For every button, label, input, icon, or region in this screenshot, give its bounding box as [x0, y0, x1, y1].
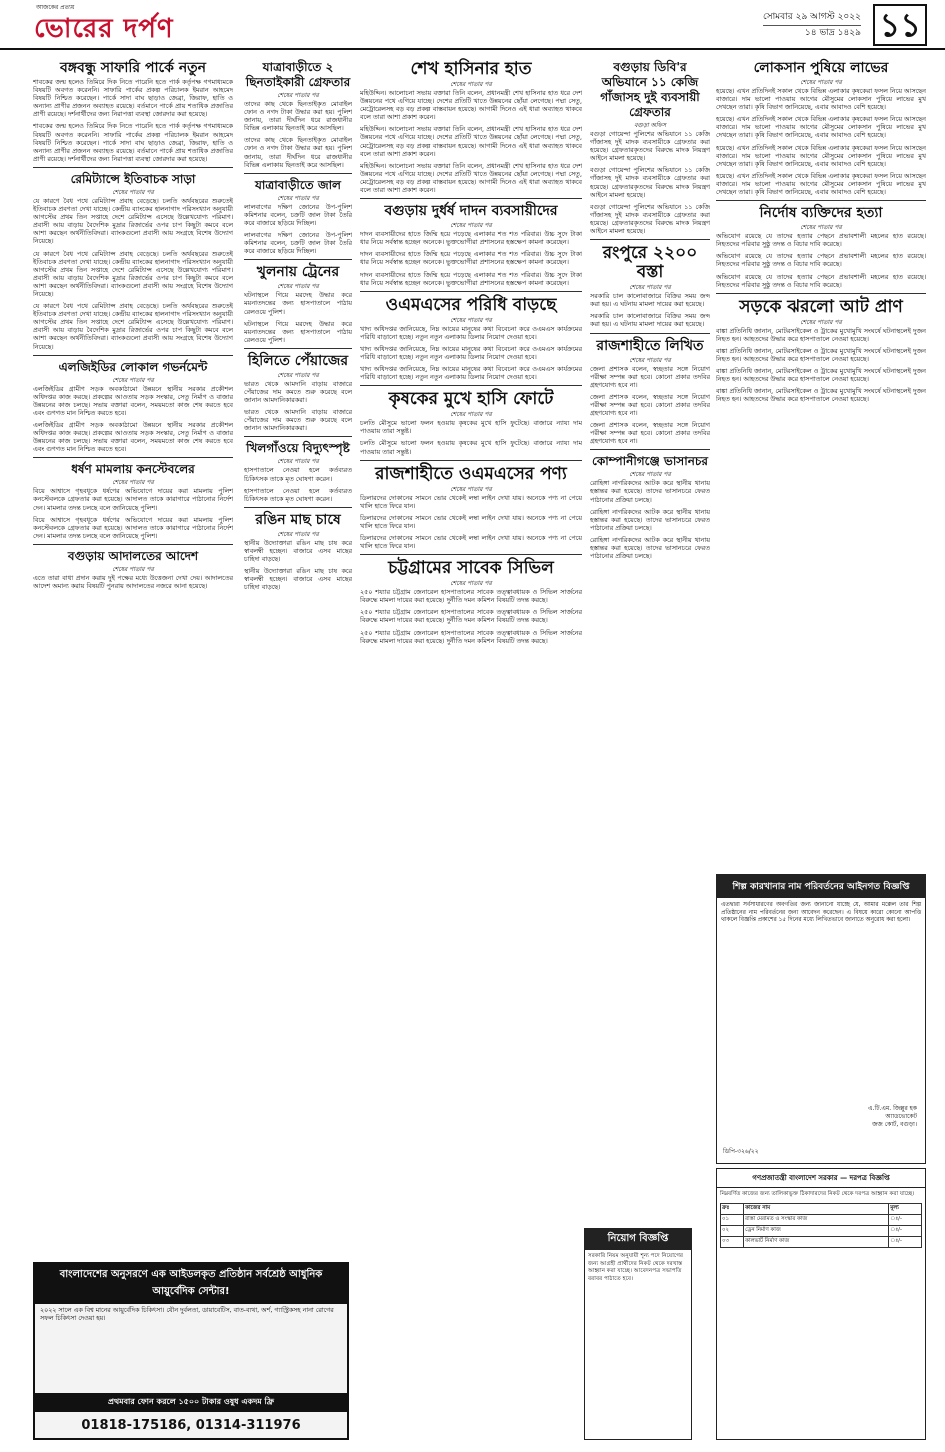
health-ad-phone[interactable]: 01818-175186, 01314-311976	[81, 1418, 301, 1433]
divider	[360, 460, 582, 461]
continuation-note: শেষের পাতার পর	[800, 79, 842, 86]
headline-khilgaon[interactable]: খিলগাঁওয়ে বিদ্যুৎস্পৃষ্ট	[246, 441, 350, 456]
divider	[716, 200, 926, 201]
continuation-note: শেষের পাতার পর	[450, 81, 492, 88]
tender-cell: ০৩	[721, 1237, 744, 1248]
article-body: এলজিইডির গ্রামীণ সড়ক অবকাঠামো উন্নয়নে স্থানীয় সরকার প্রকৌশল অধিদপ্তর কাজ করছে। প্রকল্পের আওতায় সড়ক সংস্কার, সেতু নির্মাণ ও বাজার উন্নয়নের কাজ চলছে। সভায় বক্তারা বলেন, সময়মতো কাজ শেষ করতে হবে এবং গুণগত মান নিশ্চিত করতে হবে।	[33, 421, 233, 454]
article-body: ডিলারদের দোকানের সামনে ভোর থেকেই লম্বা লাইন দেখা যায়। অনেকে পণ্য না পেয়ে খালি হাতে ফিরে যান।	[360, 534, 582, 551]
headline-rangpur-sacks[interactable]: রংপুরে ২২০০ বস্তা	[602, 243, 698, 283]
headline-bogura-db-raid[interactable]: বগুড়ায় ডিবি'র অভিযানে ১১ কেজি গাঁজাসহ দুই ব্যবসায়ী গ্রেফতার	[600, 60, 700, 119]
byline: বগুড়া অফিস	[634, 122, 666, 129]
continuation-note: শেষের পাতার পর	[277, 458, 319, 466]
divider	[33, 544, 233, 545]
continuation-note: শেষের পাতার পর	[629, 471, 671, 479]
health-ad-body: ২০২২ সালে এক বিশ্ব মানের আয়ুর্বেদিক চিকিৎসা। যৌন দুর্বলতা, ডায়াবেটিস, বাত-ব্যথা, অর্শ, গ্যাস্ট্রিকসহ নানা রোগের সফল চিকিৎসা দেওয়া হয়।	[40, 1307, 334, 1322]
name-change-notice[interactable]	[716, 874, 926, 1164]
article-body: জেলা প্রশাসক বলেন, স্বচ্ছতার সঙ্গে নিয়োগ পরীক্ষা সম্পন্ন করা হবে। কোনো প্রকার তদবির গ্রহণযোগ্য হবে না।	[590, 364, 710, 389]
divider	[360, 291, 582, 292]
headline-road-accident[interactable]: সড়কে ঝরলো আট প্রাণ	[739, 296, 903, 317]
continuation-note: শেষের পাতার পর	[277, 194, 319, 202]
headline-hili-onion[interactable]: হিলিতে পেঁয়াজের	[247, 352, 349, 369]
headline-rajshahi-oms[interactable]: রাজশাহীতে ওএমএসের পণ্য	[375, 463, 567, 484]
headline-bogura-court[interactable]: বগুড়ায় আদালতের আদেশ	[67, 548, 199, 563]
continuation-note: শেষের পাতার পর	[450, 316, 492, 324]
masthead	[0, 0, 945, 50]
tender-table	[720, 1203, 922, 1248]
divider	[590, 333, 710, 334]
article-body: দাদন ব্যবসায়ীদের হাতে জিম্মি হয়ে পড়েছে এলাকার শত শত পরিবার। উচ্চ সুদে টাকা ধার নিয়ে সর্বস্বান্ত হচ্ছেন অনেকে। ভুক্তভোগীরা প্রশাসনের হস্তক্ষেপ কামনা করেছেন।	[360, 250, 582, 267]
continuation-note: শেষের পাতার পর	[450, 411, 492, 419]
article-body: স্থানীয় উদ্যোক্তারা রঙিন মাছ চাষ করে স্বাবলম্বী হচ্ছেন। বাজারে এসব মাছের চাহিদা বাড়ছে।	[244, 567, 352, 592]
article-body: যে কারণে বৈধ পথে রেমিট্যান্স প্রবাহ বেড়েছে। চলতি অর্থবছরের শুরুতেই ইতিবাচক প্রবণতা দেখা যাচ্ছে। কেন্দ্রীয় ব্যাংকের হালনাগাদ পরিসংখ্যান অনুযায়ী আগস্টের প্রথম তিন সপ্তাহে দেশে রেমিট্যান্স এসেছে উল্লেখযোগ্য পরিমাণ। প্রবাসী আয় বাড়ায় বৈদেশিক মুদ্রার রিজার্ভের ওপর চাপ কিছুটা কমবে বলে আশা করছেন অর্থনীতিবিদরা। ব্যাংকগুলো প্রবাসী আয় সংগ্রহে বিশেষ উদ্যোগ নিয়েছে।	[33, 249, 233, 298]
newspaper-logo[interactable]: ভোরের দর্পণ	[34, 14, 174, 44]
divider	[244, 436, 352, 437]
article-body: বগুড়া গোয়েন্দা পুলিশের অভিযানে ১১ কেজি গাঁজাসহ দুই মাদক ব্যবসায়ীকে গ্রেফতার করা হয়েছে। গ্রেফতারকৃতদের বিরুদ্ধে মাদক নিয়ন্ত্রণ আইনে মামলা হয়েছে।	[590, 202, 710, 236]
article-body: খাদ্য অধিদপ্তর জানিয়েছে, নিম্ন আয়ের মানুষের কথা বিবেচনা করে ওএমএস কার্যক্রমের পরিধি বাড়ানো হচ্ছে। নতুন নতুন এলাকায় ডিলার নিয়োগ দেওয়া হবে।	[360, 365, 582, 382]
article-body: মহিউদ্দিন। আলোচনা সভায় বক্তারা তিনি বলেন, প্রধানমন্ত্রী শেখ হাসিনার হাত ধরে দেশ উন্নয়নের পথে এগিয়ে যাচ্ছে। দেশের প্রতিটি খাতে উন্নয়নের ছোঁয়া লেগেছে। পদ্মা সেতু, মেট্রোরেলসহ বড় বড় প্রকল্প বাস্তবায়ন হয়েছে। আগামী দিনেও এই ধারা অব্যাহত থাকবে বলে তারা আশা প্রকাশ করেন।	[360, 89, 582, 122]
continuation-note: শেষের পাতার পর	[629, 284, 671, 292]
article-body: এতে তারা বাধা প্রদান করায় দুই পক্ষের মধ্যে উত্তেজনা দেখা দেয়। আদালতের আদেশ অমান্য করায় বিষয়টি পুনরায় আদালতের নজরে আনা হয়েছে।	[33, 573, 233, 591]
article-body: জেলা প্রশাসক বলেন, স্বচ্ছতার সঙ্গে নিয়োগ পরীক্ষা সম্পন্ন করা হবে। কোনো প্রকার তদবির গ্রহণযোগ্য হবে না।	[590, 421, 710, 446]
article-body: হয়েছে। এখন প্রতিদিনই সকাল থেকে বিভিন্ন এলাকার কৃষকেরা ফসল নিয়ে আসছেন বাজারে। দাম ভালো পাওয়ায় আগের মৌসুমের লোকসান পুষিয়ে লাভের মুখ দেখছেন তারা। কৃষি বিভাগ জানিয়েছে, এবার আবাদও বেশি হয়েছে।	[716, 143, 926, 168]
continuation-note: শেষের পাতার পর	[450, 222, 492, 230]
article-body: ঘটনাস্থলে গিয়ে মরদেহ উদ্ধার করে ময়নাতদন্তের জন্য হাসপাতালে পাঠায় রেলওয়ে পুলিশ।	[244, 319, 352, 344]
tender-header: ক্রঃ	[721, 1204, 744, 1215]
article-body: বাঙ্কা প্রতিনিধি জানান, মোটরসাইকেল ও ট্রাকের মুখোমুখি সংঘর্ষে ঘটনাস্থলেই দুজন নিহত হন। আহতদের উদ্ধার করে হাসপাতালে নেওয়া হয়েছে।	[716, 326, 926, 343]
continuation-note: শেষের পাতার পর	[450, 580, 492, 588]
tender-title: গণপ্রজাতন্ত্রী বাংলাদেশ সরকার — দরপত্র বিজ্ঞপ্তি	[717, 1169, 925, 1188]
article-body: লালবাগের দক্ষিণ জোনের উপ-পুলিশ কমিশনার বলেন, চক্রটি জাল টাকা তৈরি করে বাজারে ছড়িয়ে দিচ্ছিল।	[244, 202, 352, 227]
article-body: অভিযোগ রয়েছে যে তাদের হত্যার পেছনে প্রভাবশালী মহলের হাত রয়েছে। নিহতদের পরিবার সুষ্ঠু তদন্ত ও বিচার দাবি করেছে।	[716, 252, 926, 269]
headline-oms-scope[interactable]: ওএমএসের পরিধি বাড়ছে	[385, 294, 557, 315]
headline-lged[interactable]: এলজিইডির লোকাল গভর্নমেন্ট	[58, 359, 208, 374]
divider	[360, 385, 582, 386]
continuation-note: শেষের পাতার পর	[112, 479, 154, 487]
article-body: খাদ্য অধিদপ্তর জানিয়েছে, নিম্ন আয়ের মানুষের কথা বিবেচনা করে ওএমএস কার্যক্রমের পরিধি বাড়ানো হচ্ছে। নতুন নতুন এলাকায় ডিলার নিয়োগ দেওয়া হবে।	[360, 344, 582, 361]
article-body: বগুড়া গোয়েন্দা পুলিশের অভিযানে ১১ কেজি গাঁজাসহ দুই মাদক ব্যবসায়ীকে গ্রেফতার করা হয়েছে। গ্রেফতারকৃতদের বিরুদ্ধে মাদক নিয়ন্ত্রণ আইনে মামলা হয়েছে।	[590, 130, 710, 163]
article-body: দাদন ব্যবসায়ীদের হাতে জিম্মি হয়ে পড়েছে এলাকার শত শত পরিবার। উচ্চ সুদে টাকা ধার নিয়ে সর্বস্বান্ত হচ্ছেন অনেকে। ভুক্তভোগীরা প্রশাসনের হস্তক্ষেপ কামনা করেছেন।	[360, 230, 582, 247]
tender-cell: ঃ/-	[889, 1215, 922, 1226]
continuation-note: শেষের পাতার পর	[112, 188, 154, 196]
article-body: বাঙ্কা প্রতিনিধি জানান, মোটরসাইকেল ও ট্রাকের মুখোমুখি সংঘর্ষে ঘটনাস্থলেই দুজন নিহত হন। আহতদের উদ্ধার করে হাসপাতালে নেওয়া হয়েছে।	[716, 367, 926, 384]
tender-cell: ড্রেন নির্মাণ কাজ	[744, 1226, 889, 1237]
article-body: বাঙ্কা প্রতিনিধি জানান, মোটরসাইকেল ও ট্রাকের মুখোমুখি সংঘর্ষে ঘটনাস্থলেই দুজন নিহত হন। আহতদের উদ্ধার করে হাসপাতালে নেওয়া হয়েছে।	[716, 346, 926, 363]
tender-header: কাজের নাম	[744, 1204, 889, 1215]
job-notice[interactable]	[584, 1228, 692, 1440]
tender-cell: কালভার্ট নির্মাণ কাজ	[744, 1237, 889, 1248]
continuation-note: শেষের পাতার পর	[800, 224, 842, 232]
divider	[590, 449, 710, 450]
column-4	[590, 56, 710, 1221]
headline-companiganj[interactable]: কোম্পানীগঞ্জে ভাসানচর	[592, 454, 708, 469]
divider	[33, 167, 233, 168]
article-body: যে কারণে বৈধ পথে রেমিট্যান্স প্রবাহ বেড়েছে। চলতি অর্থবছরের শুরুতেই ইতিবাচক প্রবণতা দেখা যাচ্ছে। কেন্দ্রীয় ব্যাংকের হালনাগাদ পরিসংখ্যান অনুযায়ী আগস্টের প্রথম তিন সপ্তাহে দেশে রেমিট্যান্স এসেছে উল্লেখযোগ্য পরিমাণ। প্রবাসী আয় বাড়ায় বৈদেশিক মুদ্রার রিজার্ভের ওপর চাপ কিছুটা কমবে বলে আশা করছেন অর্থনীতিবিদরা। ব্যাংকগুলো প্রবাসী আয় সংগ্রহে বিশেষ উদ্যোগ নিয়েছে।	[33, 196, 233, 246]
article-body: ২৫০ শয্যার চট্টগ্রাম জেনারেল হাসপাতালের সাবেক তত্ত্বাবধায়ক ও সিভিল সার্জনের বিরুদ্ধে মামলা দায়ের করা হয়েছে। দুর্নীতি দমন কমিশন বিষয়টি তদন্ত করছে।	[360, 628, 582, 645]
article-body: হয়েছে। এখন প্রতিদিনই সকাল থেকে বিভিন্ন এলাকার কৃষকেরা ফসল নিয়ে আসছেন বাজারে। দাম ভালো পাওয়ায় আগের মৌসুমের লোকসান পুষিয়ে লাভের মুখ দেখছেন তারা। কৃষি বিভাগ জানিয়েছে, এবার আবাদও বেশি হয়েছে।	[716, 171, 926, 197]
article-body: ভারত থেকে আমদানি বাড়ায় বাজারে পেঁয়াজের দাম কমতে শুরু করেছে বলে জানান আমদানিকারকরা।	[244, 379, 352, 405]
tender-notice[interactable]	[716, 1168, 926, 1440]
notice-reference: ডিপি-৩২৬/২২	[723, 1148, 759, 1155]
article-body: ২৫০ শয্যার চট্টগ্রাম জেনারেল হাসপাতালের সাবেক তত্ত্বাবধায়ক ও সিভিল সার্জনের বিরুদ্ধে মামলা দায়ের করা হয়েছে। দুর্নীতি দমন কমিশন বিষয়টি তদন্ত করছে।	[360, 588, 582, 605]
article-body: সরকারি চাল কালোবাজারে বিক্রির সময় জব্দ করা হয়। এ ঘটনায় মামলা দায়ের করা হয়েছে।	[590, 312, 710, 329]
divider	[33, 355, 233, 356]
health-ad-title: বাংলাদেশের অনুসরণে এক আইডলকৃত প্রতিষ্ঠান সর্বশ্রেষ্ঠ আধুনিক আয়ুর্বেদিক সেন্টার!	[35, 1264, 347, 1304]
continuation-note: শেষের পাতার পর	[277, 92, 319, 99]
tender-body: নিম্নবর্ণিত কাজের জন্য তালিকাভুক্ত ঠিকাদারদের নিকট থেকে দরপত্র আহ্বান করা যাচ্ছে।	[720, 1191, 915, 1197]
article-body: ভারত থেকে আমদানি বাড়ায় বাজারে পেঁয়াজের দাম কমতে শুরু করেছে বলে জানান আমদানিকারকরা।	[244, 408, 352, 433]
continuation-note: শেষের পাতার পর	[277, 371, 319, 379]
article-body: হয়েছে। এখন প্রতিদিনই সকাল থেকে বিভিন্ন এলাকার কৃষকেরা ফসল নিয়ে আসছেন বাজারে। দাম ভালো পাওয়ায় আগের মৌসুমের লোকসান পুষিয়ে লাভের মুখ দেখছেন তারা। কৃষি বিভাগ জানিয়েছে, এবার আবাদও বেশি হয়েছে।	[716, 115, 926, 140]
table-row	[721, 1226, 922, 1237]
article-body: স্থানীয় উদ্যোক্তারা রঙিন মাছ চাষ করে স্বাবলম্বী হচ্ছেন। বাজারে এসব মাছের চাহিদা বাড়ছে।	[244, 538, 352, 563]
headline-rajshahi-written[interactable]: রাজশাহীতে লিখিত	[596, 337, 704, 354]
headline-loss-profit[interactable]: লোকসান পুষিয়ে লাভের	[753, 60, 889, 76]
article-body: চলতি মৌসুমে ভালো ফলন হওয়ায় কৃষকের মুখে হাসি ফুটেছে। বাজারে ন্যায্য দাম পাওয়ায় তারা সন্তুষ্ট।	[360, 439, 582, 456]
continuation-note: শেষের পাতার পর	[277, 530, 319, 538]
name-change-body: এতদ্বারা সর্বসাধারণের অবগতির জন্য জানানো যাচ্ছে যে, আমার মক্কেল তার শিল্প প্রতিষ্ঠানের নাম পরিবর্তনের জন্য আবেদন করেছেন। এ বিষয়ে কারো কোনো আপত্তি থাকলে বিজ্ঞপ্তি প্রকাশের ১৫ দিনের মধ্যে লিখিতভাবে জানাতে অনুরোধ করা হলো।	[721, 902, 921, 924]
column-3	[360, 56, 582, 1440]
headline-jatrabari-arrest[interactable]: যাত্রাবাড়ীতে ২ ছিনতাইকারী গ্রেফতার	[245, 60, 351, 89]
article-body: বগুড়া গোয়েন্দা পুলিশের অভিযানে ১১ কেজি গাঁজাসহ দুই মাদক ব্যবসায়ীকে গ্রেফতার করা হয়েছে। গ্রেফতারকৃতদের বিরুদ্ধে মাদক নিয়ন্ত্রণ আইনে মামলা হয়েছে।	[590, 166, 710, 199]
headline-sheikh-hasina[interactable]: শেখ হাসিনার হাত	[410, 59, 532, 79]
divider	[360, 554, 582, 555]
article-body: শাবকের জন্ম হলেও তিমিরে দিক নিতে পারেনি হতে পার্ক কর্তৃপক্ষ গণমাধ্যমকে বিষয়টি অবগত করেননি। সাফারি পার্কের প্রকল্প পরিচালক ইমরান আহমেদ বিষয়টি নিশ্চিত করেছেন। পার্কে সাদা বাঘ ছাড়াও জেব্রা, জিরাফ, হাতি ও অন্যান্য প্রাণীর প্রজনন অব্যাহত রয়েছে। বর্তমানে পার্কে প্রায় শতাধিক প্রজাতির প্রাণী রয়েছে। দর্শনার্থীদের জন্য নিরাপত্তা ব্যবস্থা জোরদার করা হয়েছে।	[33, 122, 233, 163]
article-body: ডিলারদের দোকানের সামনে ভোর থেকেই লম্বা লাইন দেখা যায়। অনেকে পণ্য না পেয়ে খালি হাতে ফিরে যান।	[360, 493, 582, 510]
health-ad-offer: প্রথমবার ফোন করলে ১৫০০ টাকার ওষুধ একদম ফ্রি	[35, 1393, 347, 1412]
article-body: রোহিঙ্গা নাগরিকদের আটক করে স্থানীয় থানায় হস্তান্তর করা হয়েছে। তাদের ভাসানচরে ফেরত পাঠানোর প্রক্রিয়া চলছে।	[590, 535, 710, 561]
article-body: মহিউদ্দিন। আলোচনা সভায় বক্তারা তিনি বলেন, প্রধানমন্ত্রী শেখ হাসিনার হাত ধরে দেশ উন্নয়নের পথে এগিয়ে যাচ্ছে। দেশের প্রতিটি খাতে উন্নয়নের ছোঁয়া লেগেছে। পদ্মা সেতু, মেট্রোরেলসহ বড় বড় প্রকল্প বাস্তবায়ন হয়েছে। আগামী দিনেও এই ধারা অব্যাহত থাকবে বলে তারা আশা প্রকাশ করেন।	[360, 125, 582, 158]
divider	[244, 173, 352, 174]
article-body: বিয়ে আশ্বাসে গৃহবধূকে ধর্ষণের অভিযোগে দায়ের করা মামলায় পুলিশ কনস্টেবলকে গ্রেফতার করা হয়েছে। আদালত তাকে কারাগারে পাঠানোর নির্দেশ দেন। মামলার তদন্ত চলছে বলে জানিয়েছে পুলিশ।	[33, 487, 233, 512]
article-body: অভিযোগ রয়েছে যে তাদের হত্যার পেছনে প্রভাবশালী মহলের হাত রয়েছে। নিহতদের পরিবার সুষ্ঠু তদন্ত ও বিচার দাবি করেছে।	[716, 272, 926, 289]
column-5	[716, 56, 926, 866]
continuation-note: শেষের পাতার পর	[112, 565, 154, 573]
article-body: ২৫০ শয্যার চট্টগ্রাম জেনারেল হাসপাতালের সাবেক তত্ত্বাবধায়ক ও সিভিল সার্জনের বিরুদ্ধে মামলা দায়ের করা হয়েছে। দুর্নীতি দমন কমিশন বিষয়টি তদন্ত করছে।	[360, 608, 582, 625]
continuation-note: শেষের পাতার পর	[629, 356, 671, 364]
tender-cell: ০১	[721, 1215, 744, 1226]
date-box	[763, 10, 861, 41]
article-body: হাসপাতালে নেওয়া হলে কর্তব্যরত চিকিৎসক তাকে মৃত ঘোষণা করেন।	[244, 486, 352, 503]
english-date: সোমবার ২৯ আগস্ট ২০২২	[763, 10, 861, 26]
article-body: মহিউদ্দিন। আলোচনা সভায় বক্তারা তিনি বলেন, প্রধানমন্ত্রী শেখ হাসিনার হাত ধরে দেশ উন্নয়নের পথে এগিয়ে যাচ্ছে। দেশের প্রতিটি খাতে উন্নয়নের ছোঁয়া লেগেছে। পদ্মা সেতু, মেট্রোরেলসহ বড় বড় প্রকল্প বাস্তবায়ন হয়েছে। আগামী দিনেও এই ধারা অব্যাহত থাকবে বলে তারা আশা প্রকাশ করেন।	[360, 161, 582, 195]
masthead-tagline: আজকের প্রত্যয়	[36, 4, 75, 11]
continuation-note: শেষের পাতার পর	[800, 318, 842, 326]
advocate-signature: এ.টি.এম. জিল্লুর হক অ্যাডভোকেট জজ কোর্ট, বগুড়া।	[868, 1105, 917, 1128]
headline-constable[interactable]: ধর্ষণ মামলায় কনস্টেবলের	[71, 462, 195, 477]
column-2	[244, 56, 352, 1256]
headline-colored-fish[interactable]: রঙিন মাছ চাষে	[255, 511, 341, 528]
headline-safari-park[interactable]: বঙ্গবন্ধু সাফারি পার্কে নতুন	[59, 60, 207, 76]
article-body: খাদ্য অধিদপ্তর জানিয়েছে, নিম্ন আয়ের মানুষের কথা বিবেচনা করে ওএমএস কার্যক্রমের পরিধি বাড়ানো হচ্ছে। নতুন নতুন এলাকায় ডিলার নিয়োগ দেওয়া হবে।	[360, 324, 582, 341]
tender-cell: ঃ/-	[889, 1237, 922, 1248]
bangla-date: ১৪ ভাদ্র ১৪২৯	[804, 28, 861, 38]
article-body: শাবকের জন্ম হলেও তিমিরে দিক নিতে পারেনি হতে পার্ক কর্তৃপক্ষ গণমাধ্যমকে বিষয়টি অবগত করেননি। সাফারি পার্কের প্রকল্প পরিচালক ইমরান আহমেদ বিষয়টি নিশ্চিত করেছেন। পার্কে সাদা বাঘ ছাড়াও জেব্রা, জিরাফ, হাতি ও অন্যান্য প্রাণীর প্রজনন অব্যাহত রয়েছে। বর্তমানে পার্কে প্রায় শতাধিক প্রজাতির প্রাণী রয়েছে। দর্শনার্থীদের জন্য নিরাপত্তা ব্যবস্থা জোরদার করা হয়েছে।	[33, 78, 233, 119]
headline-bogura-dadon[interactable]: বগুড়ায় দুর্ধর্ষ দাদন ব্যবসায়ীদের	[384, 203, 558, 220]
article-body: বাঙ্কা প্রতিনিধি জানান, মোটরসাইকেল ও ট্রাকের মুখোমুখি সংঘর্ষে ঘটনাস্থলেই দুজন নিহত হন। আহতদের উদ্ধার করে হাসপাতালে নেওয়া হয়েছে।	[716, 387, 926, 404]
article-body: রোহিঙ্গা নাগরিকদের আটক করে স্থানীয় থানায় হস্তান্তর করা হয়েছে। তাদের ভাসানচরে ফেরত পাঠানোর প্রক্রিয়া চলছে।	[590, 507, 710, 532]
divider	[244, 259, 352, 260]
article-body: চলতি মৌসুমে ভালো ফলন হওয়ায় কৃষকের মুখে হাসি ফুটেছে। বাজারে ন্যায্য দাম পাওয়ায় তারা সন্তুষ্ট।	[360, 419, 582, 436]
page-number: ১১	[873, 4, 927, 46]
divider	[33, 457, 233, 458]
headline-farmer-smile[interactable]: কৃষকের মুখে হাসি ফোটে	[388, 389, 554, 410]
article-body: দাদন ব্যবসায়ীদের হাতে জিম্মি হয়ে পড়েছে এলাকার শত শত পরিবার। উচ্চ সুদে টাকা ধার নিয়ে সর্বস্বান্ত হচ্ছেন অনেকে। ভুক্তভোগীরা প্রশাসনের হস্তক্ষেপ কামনা করেছেন।	[360, 270, 582, 287]
continuation-note: শেষের পাতার পর	[112, 376, 154, 384]
article-body: রোহিঙ্গা নাগরিকদের আটক করে স্থানীয় থানায় হস্তান্তর করা হয়েছে। তাদের ভাসানচরে ফেরত পাঠানোর প্রক্রিয়া চলছে।	[590, 479, 710, 504]
tender-cell: ০২	[721, 1226, 744, 1237]
continuation-note: শেষের পাতার পর	[277, 283, 319, 291]
article-body: হয়েছে। এখন প্রতিদিনই সকাল থেকে বিভিন্ন এলাকার কৃষকেরা ফসল নিয়ে আসছেন বাজারে। দাম ভালো পাওয়ায় আগের মৌসুমের লোকসান পুষিয়ে লাভের মুখ দেখছেন তারা। কৃষি বিভাগ জানিয়েছে, এবার আবাদও বেশি হয়েছে।	[716, 87, 926, 112]
headline-innocent-murder[interactable]: নির্দোষ ব্যক্তিদের হত্যা	[759, 205, 883, 222]
article-body: তাদের কাছ থেকে ছিনতাইকৃত মোবাইল ফোন ও নগদ টাকা উদ্ধার করা হয়। পুলিশ জানায়, তারা দীর্ঘদিন ধরে রাজধানীর বিভিন্ন এলাকায় ছিনতাই করে আসছিল।	[244, 100, 352, 133]
divider	[244, 507, 352, 508]
divider	[590, 239, 710, 240]
headline-khulna-train[interactable]: খুলনায় ট্রেনের	[256, 264, 340, 281]
divider	[716, 293, 926, 294]
article-body: জেলা প্রশাসক বলেন, স্বচ্ছতার সঙ্গে নিয়োগ পরীক্ষা সম্পন্ন করা হবে। কোনো প্রকার তদবির গ্রহণযোগ্য হবে না।	[590, 392, 710, 417]
headline-jatrabari-fake[interactable]: যাত্রাবাড়ীতে জাল	[254, 177, 341, 192]
table-row	[721, 1237, 922, 1248]
column-1	[33, 56, 233, 1256]
article-body: সরকারি চাল কালোবাজারে বিক্রির সময় জব্দ করা হয়। এ ঘটনায় মামলা দায়ের করা হয়েছে।	[590, 292, 710, 309]
article-body: অভিযোগ রয়েছে যে তাদের হত্যার পেছনে প্রভাবশালী মহলের হাত রয়েছে। নিহতদের পরিবার সুষ্ঠু তদন্ত ও বিচার দাবি করেছে।	[716, 232, 926, 249]
article-body: ডিলারদের দোকানের সামনে ভোর থেকেই লম্বা লাইন দেখা যায়। অনেকে পণ্য না পেয়ে খালি হাতে ফিরে যান।	[360, 513, 582, 530]
tender-header: মূল্য	[889, 1204, 922, 1215]
article-body: হাসপাতালে নেওয়া হলে কর্তব্যরত চিকিৎসক তাকে মৃত ঘোষণা করেন।	[244, 466, 352, 483]
table-row	[721, 1215, 922, 1226]
article-body: বিয়ে আশ্বাসে গৃহবধূকে ধর্ষণের অভিযোগে দায়ের করা মামলায় পুলিশ কনস্টেবলকে গ্রেফতার করা হয়েছে। আদালত তাকে কারাগারে পাঠানোর নির্দেশ দেন। মামলার তদন্ত চলছে বলে জানিয়েছে পুলিশ।	[33, 515, 233, 540]
article-body: ঘটনাস্থলে গিয়ে মরদেহ উদ্ধার করে ময়নাতদন্তের জন্য হাসপাতালে পাঠায় রেলওয়ে পুলিশ।	[244, 291, 352, 316]
tender-cell: রাস্তা মেরামত ও সংস্কার কাজ	[744, 1215, 889, 1226]
divider	[244, 348, 352, 349]
article-body: এলজিইডির গ্রামীণ সড়ক অবকাঠামো উন্নয়নে স্থানীয় সরকার প্রকৌশল অধিদপ্তর কাজ করছে। প্রকল্পের আওতায় সড়ক সংস্কার, সেতু নির্মাণ ও বাজার উন্নয়নের কাজ চলছে। সভায় বক্তারা বলেন, সময়মতো কাজ শেষ করতে হবে এবং গুণগত মান নিশ্চিত করতে হবে।	[33, 384, 233, 417]
headline-ctg-civil-surgeon[interactable]: চট্টগ্রামের সাবেক সিভিল	[388, 558, 554, 579]
continuation-note: শেষের পাতার পর	[450, 485, 492, 493]
article-body: যে কারণে বৈধ পথে রেমিট্যান্স প্রবাহ বেড়েছে। চলতি অর্থবছরের শুরুতেই ইতিবাচক প্রবণতা দেখা যাচ্ছে। কেন্দ্রীয় ব্যাংকের হালনাগাদ পরিসংখ্যান অনুযায়ী আগস্টের প্রথম তিন সপ্তাহে দেশে রেমিট্যান্স এসেছে উল্লেখযোগ্য পরিমাণ। প্রবাসী আয় বাড়ায় বৈদেশিক মুদ্রার রিজার্ভের ওপর চাপ কিছুটা কমবে বলে আশা করছেন অর্থনীতিবিদরা। ব্যাংকগুলো প্রবাসী আয় সংগ্রহে বিশেষ উদ্যোগ নিয়েছে।	[33, 302, 233, 351]
article-body: লালবাগের দক্ষিণ জোনের উপ-পুলিশ কমিশনার বলেন, চক্রটি জাল টাকা তৈরি করে বাজারে ছড়িয়ে দিচ্ছিল।	[244, 231, 352, 256]
divider	[360, 198, 582, 199]
tender-cell: ঃ/-	[889, 1226, 922, 1237]
headline-remittance[interactable]: রেমিট্যান্সে ইতিবাচক সাড়া	[70, 171, 196, 186]
job-notice-title: নিয়োগ বিজ্ঞপ্তি	[585, 1229, 691, 1250]
health-advertisement[interactable]	[33, 1262, 349, 1440]
article-body: তাদের কাছ থেকে ছিনতাইকৃত মোবাইল ফোন ও নগদ টাকা উদ্ধার করা হয়। পুলিশ জানায়, তারা দীর্ঘদিন ধরে রাজধানীর বিভিন্ন এলাকায় ছিনতাই করে আসছিল।	[244, 136, 352, 169]
name-change-title: শিল্প কারখানার নাম পরিবর্তনের আইনগত বিজ্ঞপ্তি	[717, 875, 925, 898]
job-notice-body: সরকারি নিয়ম অনুযায়ী শূন্য পদে নিয়োগের জন্য আগ্রহী প্রার্থীদের নিকট থেকে দরখাস্ত আহ্বান করা যাচ্ছে। আবেদনপত্র সভাপতি বরাবর পাঠাতে হবে।	[588, 1253, 684, 1282]
